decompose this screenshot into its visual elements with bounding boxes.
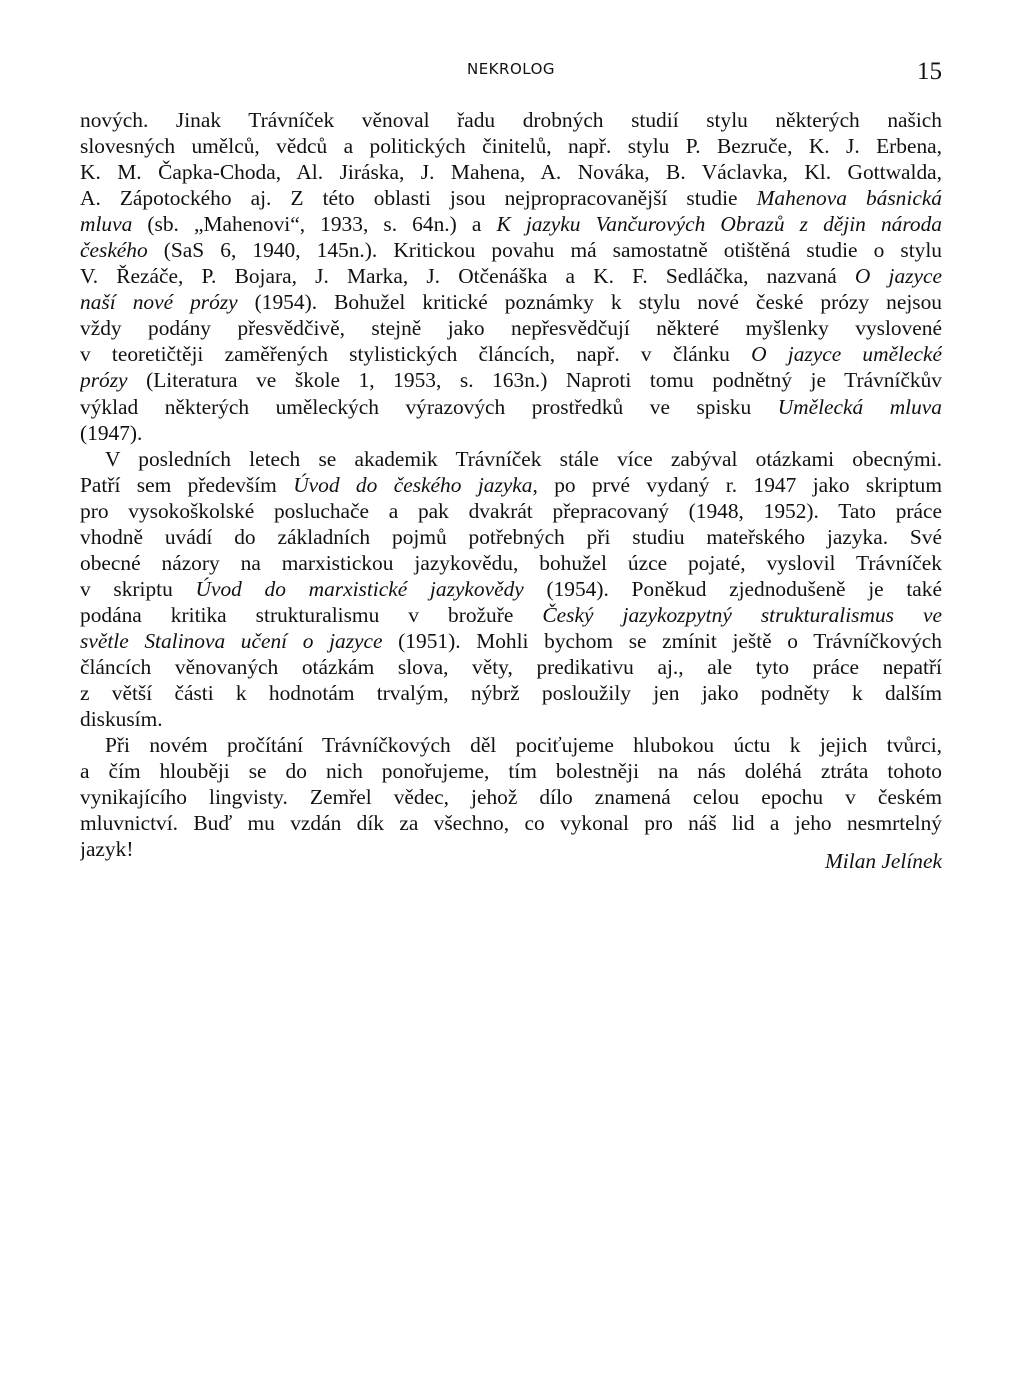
text-span: z větší části k hodnotám trvalým, nýbrž posloužily jen jako podněty k dalším bbox=[80, 681, 942, 706]
text-span: (Literatura ve škole 1, 1953, s. 163n.) Naproti tomu podnětný je Trávníčkův bbox=[127, 368, 942, 393]
italic-title: Úvod do marxistické jazykovědy bbox=[195, 576, 524, 601]
text-line bbox=[80, 758, 942, 784]
text-span: vhodně uvádí do základních pojmů potřebných při studiu mateřského jazyka. Své bbox=[80, 524, 942, 549]
italic-title: prózy bbox=[80, 368, 128, 393]
text-line bbox=[80, 810, 942, 836]
text-line bbox=[80, 498, 942, 524]
text-line bbox=[80, 836, 942, 862]
text-line bbox=[80, 628, 942, 654]
text-line bbox=[80, 472, 942, 498]
text-span: vždy podány přesvědčivě, stejně jako nepřesvědčují některé myšlenky vyslovené bbox=[80, 316, 942, 341]
text-line bbox=[80, 185, 942, 211]
text-span: V posledních letech se akademik Trávníček stále více zabýval otázkami obecnými. bbox=[105, 446, 942, 471]
text-span: K. M. Čapka-Choda, Al. Jiráska, J. Mahena, A. Nováka, B. Václavka, Kl. Gottwalda, bbox=[80, 160, 942, 185]
text-line bbox=[80, 706, 942, 732]
text-span: podána kritika strukturalismu v brožuře bbox=[80, 602, 543, 627]
text-line bbox=[80, 654, 942, 680]
text-span: Při novém pročítání Trávníčkových děl pociťujeme hlubokou úctu k jejich tvůrci, bbox=[105, 733, 942, 758]
text-line bbox=[80, 367, 942, 393]
italic-title: O jazyce bbox=[854, 264, 942, 289]
text-span: Patří sem především bbox=[80, 472, 294, 497]
text-line bbox=[80, 211, 942, 237]
text-span: pro vysokoškolské posluchače a pak dvakrát přepracovaný (1948, 1952). Tato práce bbox=[80, 498, 942, 523]
text-span: , po prvé vydaný r. 1947 jako skriptum bbox=[532, 472, 942, 497]
text-span: a čím hlouběji se do nich ponořujeme, tím bolestněji na nás doléhá ztráta tohoto bbox=[80, 759, 942, 784]
text-span: (SaS 6, 1940, 145n.). Kritickou povahu má samostatně otištěná studie o stylu bbox=[147, 238, 942, 263]
text-line bbox=[80, 602, 942, 628]
text-span: (1947). bbox=[80, 420, 143, 445]
italic-title: mluva bbox=[80, 212, 133, 237]
text-line bbox=[80, 263, 942, 289]
italic-title: světle Stalinova učení o jazyce bbox=[80, 628, 383, 653]
text-span: v teoretičtěji zaměřených stylistických článcích, např. v článku bbox=[80, 342, 752, 367]
italic-title: O jazyce umělecké bbox=[751, 342, 942, 367]
italic-title: Umělecká mluva bbox=[777, 394, 942, 419]
text-line bbox=[80, 315, 942, 341]
italic-title: K jazyku Vančurových Obrazů z dějin národa bbox=[496, 212, 942, 237]
text-line bbox=[80, 550, 942, 576]
text-line bbox=[80, 107, 942, 133]
text-line bbox=[80, 237, 942, 263]
text-line bbox=[80, 446, 942, 472]
text-span: mluvnictví. Buď mu vzdán dík za všechno, co vykonal pro náš lid a jeho nesmrtelný bbox=[80, 811, 942, 836]
page-number: 15 bbox=[917, 58, 942, 85]
text-span: (1951). Mohli bychom se zmínit ještě o Trávníčkových bbox=[382, 628, 942, 653]
text-line bbox=[80, 133, 942, 159]
italic-title: naší nové prózy bbox=[80, 290, 238, 315]
text-span: obecné názory na marxistickou jazykovědu, bohužel úzce pojaté, vyslovil Trávníček bbox=[80, 550, 942, 575]
text-line bbox=[80, 732, 942, 758]
text-span: slovesných umělců, vědců a politických činitelů, např. stylu P. Bezruče, K. J. Erbena, bbox=[80, 134, 942, 159]
text-line bbox=[80, 420, 942, 446]
text-span: nových. Jinak Trávníček věnoval řadu drobných studií stylu některých našich bbox=[80, 108, 942, 132]
text-line bbox=[80, 289, 942, 315]
text-span: v skriptu bbox=[80, 576, 196, 601]
italic-title: Český jazykozpytný strukturalismus ve bbox=[542, 602, 942, 627]
text-span: výklad některých uměleckých výrazových prostředků ve spisku bbox=[80, 394, 778, 419]
text-span: článcích věnovaných otázkám slova, věty, predikativu aj., ale tyto práce nepatří bbox=[80, 654, 942, 679]
text-line bbox=[80, 341, 942, 367]
text-span: diskusím. bbox=[80, 707, 163, 732]
text-span: (1954). Poněkud zjednodušeně je také bbox=[523, 576, 942, 601]
author-signature: Milan Jelínek bbox=[824, 849, 942, 873]
text-line bbox=[80, 159, 942, 185]
text-span: jazyk! bbox=[80, 837, 134, 862]
text-line bbox=[80, 576, 942, 602]
section-title: NEKROLOG bbox=[466, 60, 556, 78]
text-span: (1954). Bohužel kritické poznámky k stylu nové české prózy nejsou bbox=[237, 290, 942, 315]
italic-title: českého bbox=[80, 238, 148, 263]
running-header bbox=[80, 58, 942, 88]
text-line bbox=[80, 680, 942, 706]
text-span: (sb. „Mahenovi“, 1933, s. 64n.) a bbox=[132, 212, 497, 237]
text-span: V. Řezáče, P. Bojara, J. Marka, J. Otčenáška a K. F. Sedláčka, nazvaná bbox=[80, 264, 855, 289]
text-span: vynikajícího lingvisty. Zemřel vědec, jehož dílo znamená celou epochu v českém bbox=[80, 785, 942, 810]
text-line bbox=[80, 524, 942, 550]
text-span: A. Zápotockého aj. Z této oblasti jsou nejpropracovanější studie bbox=[80, 186, 757, 211]
text-line bbox=[80, 784, 942, 810]
text-line bbox=[80, 394, 942, 420]
italic-title: Úvod do českého jazyka bbox=[293, 472, 533, 497]
italic-title: Mahenova básnická bbox=[756, 186, 942, 211]
article-body bbox=[80, 107, 942, 862]
